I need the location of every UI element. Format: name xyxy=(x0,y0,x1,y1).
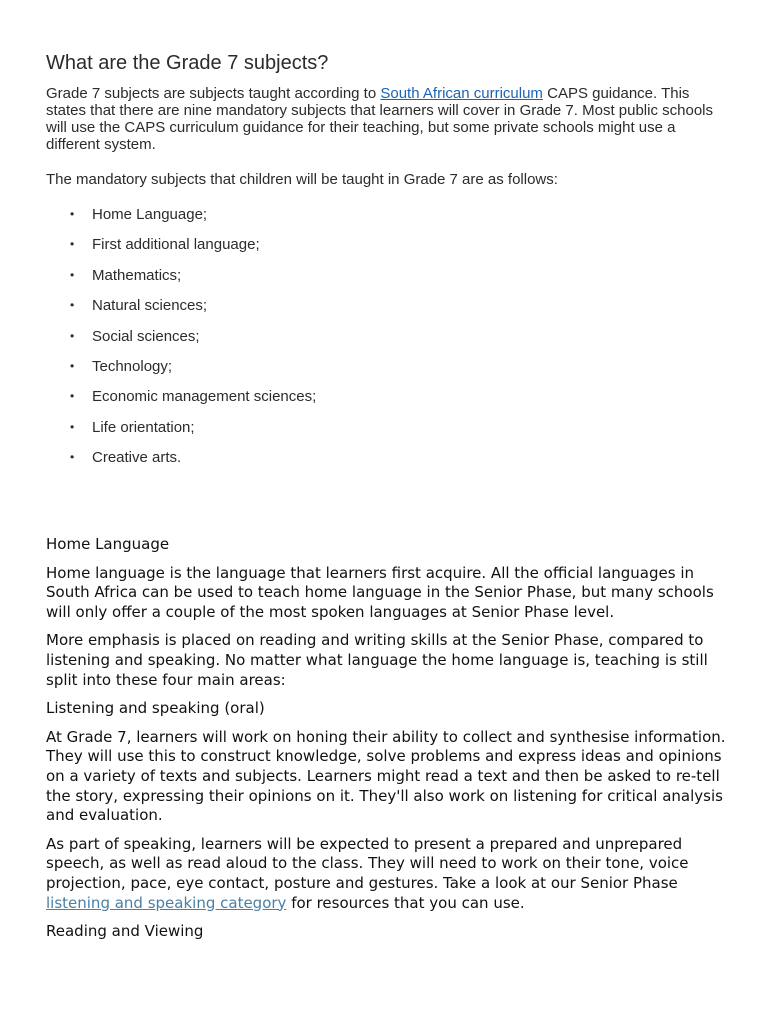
bullet-icon: • xyxy=(70,298,75,313)
bullet-icon: • xyxy=(70,207,75,221)
home-language-paragraph-2: More emphasis is placed on reading and writing skills at the Senior Phase, compared to listening and speaking. No matter what language the home language is, teaching is still split into these four main areas: xyxy=(46,631,708,689)
list-intro: The mandatory subjects that children will be taught in Grade 7 are as follows: xyxy=(46,171,558,188)
speaking-text-before-link: As part of speaking, learners will be expected to present a prepared and unprepared speech, as well as read aloud to the class. They will need to work on their tone, voice projection, pace, eye contact, posture and gestures. Take a look at our Senior Phase xyxy=(46,834,689,892)
subject-label: Natural sciences; xyxy=(92,297,208,315)
bullet-icon: • xyxy=(70,358,75,373)
bullet-icon: • xyxy=(70,419,75,434)
bullet-icon: • xyxy=(70,389,75,404)
home-language-heading: Home Language xyxy=(46,535,170,553)
intro-paragraph xyxy=(46,85,726,153)
subject-label: Economic management sciences; xyxy=(92,388,317,406)
subject-label: Creative arts. xyxy=(92,449,182,467)
list-item xyxy=(70,449,726,479)
reading-viewing-heading: Reading and Viewing xyxy=(46,922,204,941)
page-title: What are the Grade 7 subjects? xyxy=(46,52,329,74)
subject-label: Life orientation; xyxy=(92,418,195,436)
listening-speaking-paragraph-1: At Grade 7, learners will work on honing their ability to collect and synthesise information. They will use this to construct knowledge, solve problems and express ideas and opinions on a variety of texts and subjects. Learners might read a text and then be asked to re-tell the story, expressing their opinions on it. They'll also work on listening for critical analysis and evaluation. xyxy=(46,727,726,825)
article xyxy=(46,50,726,480)
intro-text-before-link: Grade 7 subjects are subjects taught according to xyxy=(46,85,381,102)
listening-speaking-category-link[interactable]: listening and speaking category xyxy=(46,893,287,912)
listening-speaking-heading: Listening and speaking (oral) xyxy=(46,699,265,718)
list-item xyxy=(70,358,726,388)
home-language-section xyxy=(46,535,726,951)
subject-label: Mathematics; xyxy=(92,266,182,284)
list-item xyxy=(70,328,726,358)
bullet-icon: • xyxy=(70,328,75,343)
list-item xyxy=(70,388,726,418)
subject-label: Home Language; xyxy=(92,206,208,223)
bullet-icon: • xyxy=(70,237,75,252)
bullet-icon: • xyxy=(70,450,75,465)
home-language-paragraph-1: Home language is the language that learners first acquire. All the official languages in South Africa can be used to teach home language in the Senior Phase, but many schools will only offer a couple of the most spoken languages at Senior Phase level. xyxy=(46,563,714,621)
list-item xyxy=(70,267,726,297)
south-african-curriculum-link[interactable]: South African curriculum xyxy=(380,85,543,102)
subjects-list xyxy=(46,206,726,480)
listening-speaking-paragraph-2 xyxy=(46,835,726,913)
subject-label: Social sciences; xyxy=(92,327,200,345)
subject-label: Technology; xyxy=(92,357,173,375)
list-item xyxy=(70,206,726,236)
list-item xyxy=(70,419,726,449)
bullet-icon: • xyxy=(70,267,75,282)
list-item xyxy=(70,236,726,266)
subject-label: First additional language; xyxy=(92,236,260,254)
intro-text-after-link: CAPS guidance. This states that there are nine mandatory subjects that learners will cover in Grade 7. Most public schools will use the CAPS curriculum guidance for their teaching, but some private schools might use a different system. xyxy=(46,85,713,153)
speaking-text-after-link: for resources that you can use. xyxy=(286,893,525,912)
list-item xyxy=(70,297,726,327)
